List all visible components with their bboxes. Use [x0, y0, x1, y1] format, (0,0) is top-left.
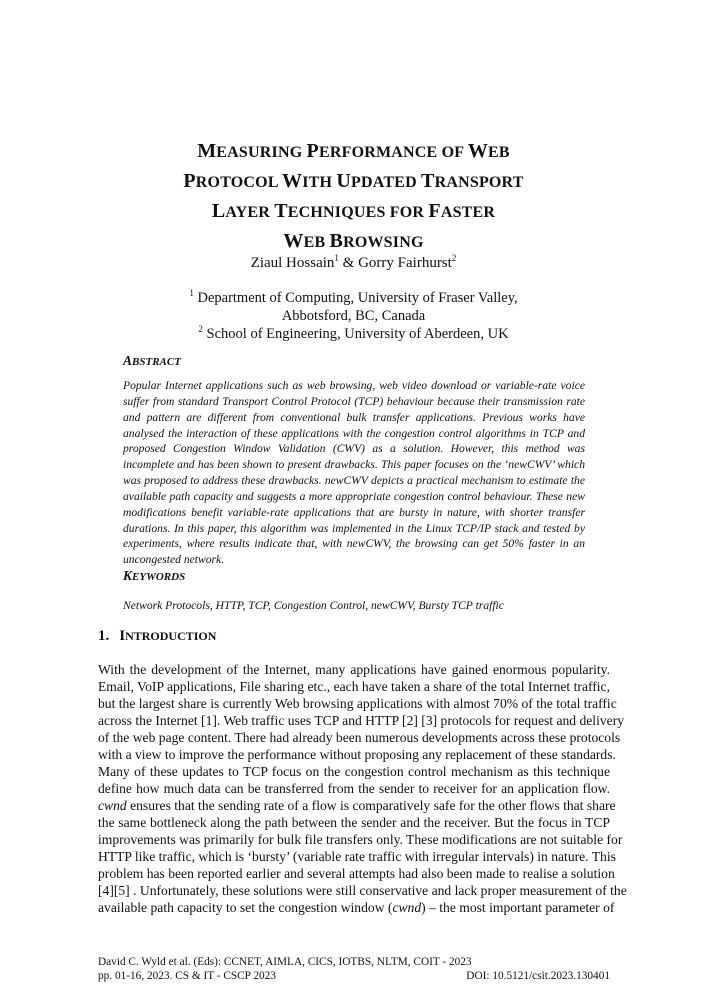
affiliations [100, 289, 607, 343]
keywords-heading: KEYWORDS [123, 568, 186, 583]
title-line: PROTOCOL WITH UPDATED TRANSPORT [183, 170, 524, 192]
affiliation-line: $^1$ Department of Computing, University of Fraser Valley, [189, 288, 518, 306]
body-line: HTTP like traffic, which is ‘bursty’ (variable rate traffic with irregular intervals) in nature. This [98, 849, 616, 864]
body-line: improvements was primarily for bulk file transfers only. These modifications are not suitable for [98, 832, 623, 847]
body-line: but the largest share is currently Web browsing applications with almost 70% of the total traffic [98, 696, 617, 711]
body-line: cwnd ensures that the sending rate of a flow is comparatively safe for the other flows that share [98, 798, 616, 813]
body-line: Email, VoIP applications, File sharing etc., each have taken a share of the total Internet traffic, [98, 679, 610, 694]
body-line: across the Internet [1]. Web traffic uses TCP and HTTP [2] [3] protocols for request and delivery [98, 713, 625, 728]
body-line: the same bottleneck along the path between the sender and the receiver. But the focus in TCP [98, 815, 610, 830]
affiliation-line: Abbotsford, BC, Canada [281, 308, 426, 324]
body-line: [4][5] . Unfortunately, these solutions were still conservative and lack proper measurement of the [98, 883, 627, 898]
authors: Ziaul Hossain$^1$ & Gorry Fairhurst$^2$ [250, 253, 457, 271]
page-footer [98, 955, 610, 983]
introduction-heading: 1. INTRODUCTION [98, 628, 217, 644]
author-name: Ziaul Hossain [250, 255, 335, 271]
affiliation-line: $^2$ School of Engineering, University of Aberdeen, UK [198, 324, 509, 342]
body-line: define how much data can be transferred from the sender to receiver for an application flow. [98, 781, 610, 796]
body-line: With the development of the Internet, many applications have gained enormous popularity. [98, 662, 610, 677]
body-line: problem has been reported earlier and several attempts had also been made to realise a solution [98, 866, 615, 881]
footer-editors: David C. Wyld et al. (Eds): CCNET, AIMLA, CICS, IOTBS, NLTM, COIT - 2023 [98, 956, 472, 968]
author-sup: 2 [451, 253, 457, 263]
introduction-body [98, 661, 627, 916]
footer-doi: DOI: 10.5121/csit.2023.130401 [466, 970, 610, 982]
body-line: of the web page content. There had already been numerous developments across these protocols [98, 730, 621, 745]
abstract-heading: ABSTRACT [123, 353, 181, 368]
author-sup: 1 [334, 253, 339, 263]
paper-title [80, 137, 627, 257]
title-line: MEASURING PERFORMANCE OF WEB [197, 140, 510, 162]
title-line: WEB BROWSING [283, 230, 424, 252]
body-line: available path capacity to set the congestion window (cwnd) – the most important parameter of [98, 900, 615, 915]
keywords-text: Network Protocols, HTTP, TCP, Congestion Control, newCWV, Bursty TCP traffic [123, 599, 504, 612]
body-line: with a view to improve the performance without proposing any replacement of these standards. [98, 747, 616, 762]
author-name: Gorry Fairhurst [358, 255, 452, 271]
title-line: LAYER TECHNIQUES FOR FASTER [211, 200, 496, 222]
body-line: Many of these updates to TCP focus on the congestion control mechanism as this technique [98, 764, 610, 779]
abstract-text: Popular Internet applications such as web browsing, web video download or variable-rate voice suffer from standard Transport Control Protocol (TCP) behaviour because their transmission rate and pattern are different from conventional bulk transfer applications. Previous works have analysed the interaction of these applications with the congestion control algorithms in TCP and proposed Congestion Window Validation (CWV) as a solution. However, this method was incomplete and has been shown to present drawbacks. This paper focuses on the ‘newCWV’ which was proposed to address these drawbacks. newCWV depicts a practical mechanism to estimate the available path capacity and suggests a more appropriate congestion control behaviour. These new modifications benefit variable-rate applications that are bursty in nature, with shorter transfer durations. In this paper, this algorithm was implemented in the Linux TCP/IP stack and tested by experiments, where results indicate that, with newCWV, the browsing can get 50% faster in an uncongested network. [123, 379, 585, 567]
footer-pages: pp. 01-16, 2023. CS & IT - CSCP 2023 [98, 970, 276, 982]
